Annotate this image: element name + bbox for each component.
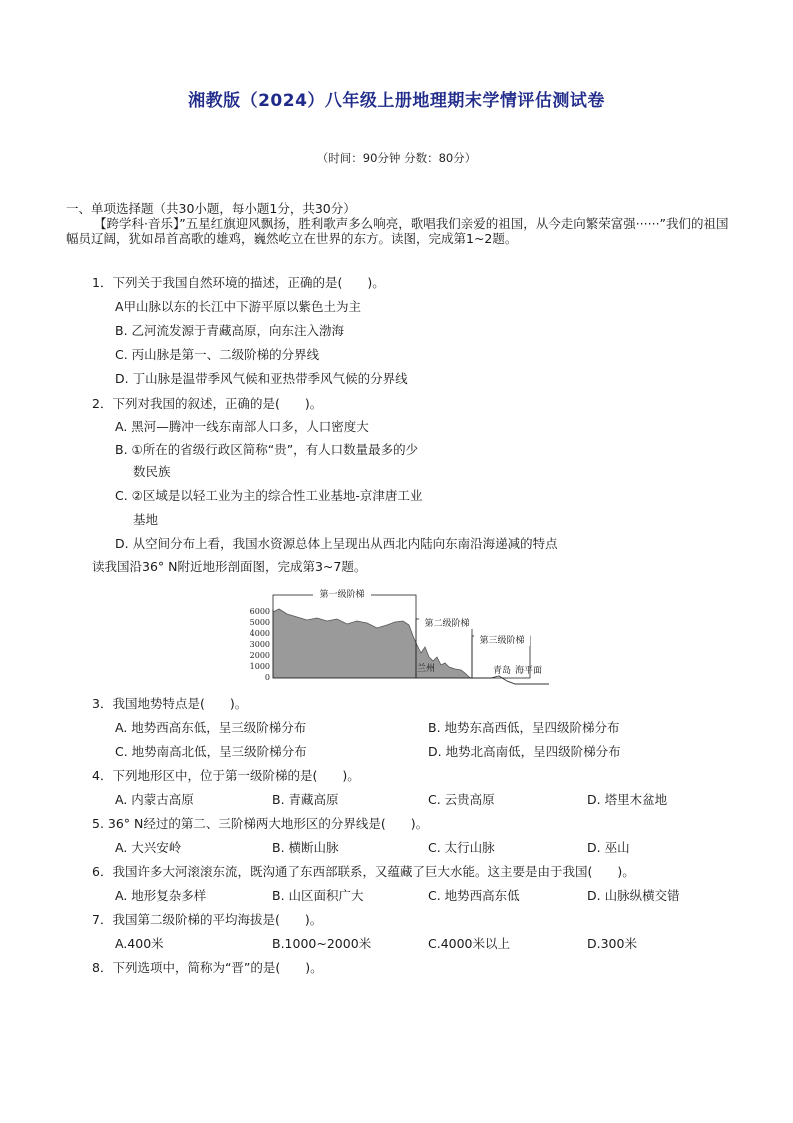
y-tick-2000: 2000	[249, 651, 270, 660]
q2-option-b-line2: 数民族	[133, 464, 171, 479]
q5-option-d: D. 巫山	[587, 840, 630, 855]
y-tick-1000: 1000	[249, 662, 270, 671]
q4-stem: 4．下列地形区中，位于第一级阶梯的是( )。	[92, 768, 360, 783]
q2-stem: 2．下列对我国的叙述，正确的是( )。	[92, 396, 323, 411]
y-tick-4000: 4000	[249, 629, 270, 638]
y-tick-0: 0	[264, 673, 270, 682]
q1-option-b: B. 乙河流发源于青藏高原，向东注入渤海	[115, 323, 345, 338]
q5-option-c: C. 太行山脉	[428, 840, 495, 855]
q1-option-d: D. 丁山脉是温带季风气候和亚热带季风气候的分界线	[115, 371, 408, 386]
q3-option-c: C. 地势南高北低，呈三级阶梯分布	[115, 744, 307, 759]
q4-option-d: D. 塔里木盆地	[587, 792, 668, 807]
q2-option-b-line1: B. ①所在的省级行政区简称“贵”，有人口数量最多的少	[115, 442, 419, 457]
q5-stem: 5. 36° N经过的第二、三阶梯两大地形区的分界线是( )。	[92, 816, 429, 831]
section-intro: 【跨学科·音乐】”五星红旗迎风飘扬，胜利歌声多么响亮，歌唱我们亲爱的祖国，从今走向繁荣富强······”我们的祖国幅员辽阔，犹如昂首高歌的雄鸡，巍然屹立在世界的东方。读图，完成第1~2题。	[66, 216, 729, 246]
q4-option-c: C. 云贵高原	[428, 792, 495, 807]
q7-option-c: C.4000米以上	[428, 936, 511, 951]
exam-title: 湘教版（2024）八年级上册地理期末学情评估测试卷	[188, 91, 605, 111]
q7-option-d: D.300米	[587, 936, 637, 951]
step3-label: 第三级阶梯	[479, 636, 525, 646]
lanzhou-label: 兰州	[417, 664, 436, 674]
y-tick-6000: 6000	[249, 607, 270, 616]
y-tick-3000: 3000	[249, 640, 270, 649]
q6-option-b: B. 山区面积广大	[272, 888, 364, 903]
step2-label: 第二级阶梯	[424, 619, 470, 629]
q2-option-a: A. 黑河—腾冲一线东南部人口多，人口密度大	[115, 419, 369, 434]
q7-option-a: A.400米	[115, 936, 164, 951]
q3-option-a: A. 地势西高东低，呈三级阶梯分布	[115, 720, 307, 735]
figure-lead: 读我国沿36° N附近地形剖面图，完成第3~7题。	[92, 559, 367, 574]
q4-option-a: A. 内蒙古高原	[115, 792, 194, 807]
q5-option-b: B. 横断山脉	[272, 840, 339, 855]
q2-option-d: D. 从空间分布上看，我国水资源总体上呈现出从西北内陆向东南沿海递减的特点	[115, 536, 558, 551]
q2-option-c-line1: C. ②区域是以轻工业为主的综合性工业基地-京津唐工业	[115, 488, 423, 503]
y-tick-5000: 5000	[249, 618, 270, 627]
q7-option-b: B.1000~2000米	[272, 936, 372, 951]
q1-stem: 1．下列关于我国自然环境的描述，正确的是( )。	[92, 275, 385, 290]
q8-stem: 8．下列选项中，简称为“晋”的是( )。	[92, 960, 323, 975]
q1-option-a: A甲山脉以东的长江中下游平原以紫色土为主	[115, 299, 362, 314]
q4-option-b: B. 青藏高原	[272, 792, 339, 807]
q3-option-b: B. 地势东高西低，呈四级阶梯分布	[428, 720, 620, 735]
qingdao-label: 青岛	[493, 666, 512, 676]
terrain-profile-figure	[243, 581, 549, 685]
sealevel-label: 海平面	[515, 666, 543, 676]
q6-option-d: D. 山脉纵横交错	[587, 888, 680, 903]
step1-label: 第一级阶梯	[319, 590, 365, 600]
q2-option-c-line2: 基地	[133, 512, 159, 527]
q6-option-a: A. 地形复杂多样	[115, 888, 207, 903]
q3-option-d: D. 地势北高南低，呈四级阶梯分布	[428, 744, 621, 759]
q6-option-c: C. 地势西高东低	[428, 888, 520, 903]
q7-stem: 7．我国第二级阶梯的平均海拔是( )。	[92, 912, 323, 927]
q6-stem: 6．我国许多大河滚滚东流，既沟通了东西部联系，又蕴藏了巨大水能。这主要是由于我国( )。	[92, 864, 635, 879]
q5-option-a: A. 大兴安岭	[115, 840, 182, 855]
exam-meta: （时间：90分钟 分数：80分）	[316, 151, 477, 165]
q1-option-c: C. 丙山脉是第一、二级阶梯的分界线	[115, 347, 320, 362]
section-heading: 一、单项选择题（共30小题，每小题1分，共30分）	[66, 201, 356, 216]
coastline	[471, 676, 549, 684]
q3-stem: 3．我国地势特点是( )。	[92, 696, 248, 711]
